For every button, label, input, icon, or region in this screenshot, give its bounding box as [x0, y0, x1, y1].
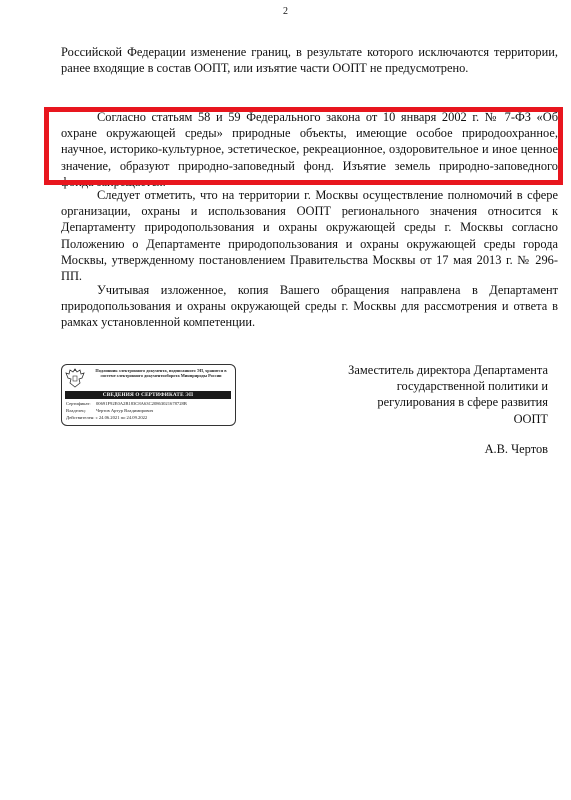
- stamp-row-label: Владелец:: [66, 408, 86, 413]
- stamp-header: Подлинник электронного документа, подписанного ЭП, хранится в системе электронного документооборота Минприроды России: [95, 368, 227, 379]
- stamp-row-owner: [66, 408, 153, 414]
- signature-position-block: [300, 362, 548, 427]
- eagle-emblem-icon: [65, 367, 85, 389]
- highlight-annotation-box: [44, 107, 563, 185]
- signature-line: Заместитель директора Департамента: [348, 363, 548, 377]
- stamp-title: СВЕДЕНИЯ О СЕРТИФИКАТЕ ЭП: [65, 391, 231, 399]
- stamp-row-value: Чертов Артур Владимирович: [96, 408, 154, 413]
- electronic-signature-stamp: [61, 364, 236, 426]
- signer-name: А.В. Чертов: [484, 442, 548, 456]
- paragraph-continuation: Российской Федерации изменение границ, в результате которого исключаются территории, ранее входящие в состав ООПТ, или изъятие части ООПТ не предусмотрено.: [61, 45, 558, 76]
- stamp-row-validity: [66, 415, 147, 421]
- paragraph-law-citation: Согласно статьям 58 и 59 Федерального закона от 10 января 2002 г. № 7-ФЗ «Об охране окружающей среды» природные объекты, имеющие особое природоохранное, научное, историко-культурное, эстетическое, рекреационное, оздоровительное и иное ценное значение, образуют природно-заповедный фонд. Изъятие земель природно-заповедного фонда запрещается.: [61, 110, 558, 189]
- stamp-row-certificate: [66, 401, 187, 407]
- signature-line: регулирования в сфере развития: [377, 395, 548, 410]
- stamp-row-value: 00691F92E0A2B183C8A63C20863021678728B: [96, 401, 187, 406]
- paragraph-conclusion: Учитывая изложенное, копия Вашего обращения направлена в Департамент природопользования и охраны окружающей среды г. Москвы для рассмотрения и ответа в рамках установленной компетенции.: [61, 283, 558, 330]
- paragraph-moscow-authority: Следует отметить, что на территории г. Москвы осуществление полномочий в сфере организации, охраны и использования ООПТ регионального значения относится к Департаменту природопользования и охраны окружающей среды г. Москвы согласно Положению о Департаменте природопользования и охраны окружающей среды города Москвы, утвержденному постановлением Правительства Москвы от 17 мая 2013 г. № 296-ПП.: [61, 188, 558, 284]
- signature-line: ООПТ: [513, 411, 548, 426]
- stamp-row-label: Сертификат:: [66, 401, 91, 406]
- signature-line: государственной политики и: [396, 379, 548, 394]
- page-number: 2: [283, 6, 288, 17]
- stamp-row-label: Действителен:: [66, 415, 95, 420]
- stamp-row-value: с 24.06.2021 по 24.09.2022: [95, 415, 148, 420]
